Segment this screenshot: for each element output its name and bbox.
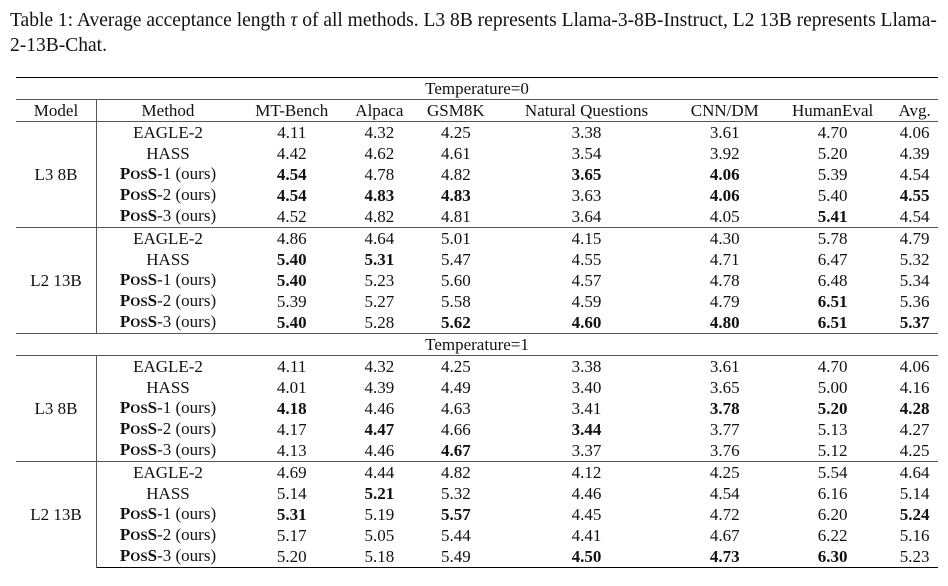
method-cell: EAGLE-2: [97, 228, 240, 250]
poss-name-initial: P: [119, 398, 131, 417]
column-header: CNN/DM: [676, 100, 774, 122]
poss-variant: -1 (ours): [157, 270, 217, 289]
value-cell: 4.11: [277, 122, 307, 142]
poss-name-initial: P: [119, 440, 131, 459]
table-row: [16, 206, 938, 228]
poss-name-smallcaps: OS: [130, 273, 148, 288]
value-cell: 4.15: [497, 228, 675, 250]
value-cell: 3.61: [709, 122, 740, 142]
method-cell: HASS: [146, 249, 190, 269]
value-cell: 4.49: [440, 377, 471, 397]
poss-variant: -2 (ours): [157, 419, 217, 438]
value-cell: 3.76: [709, 440, 740, 460]
column-header: Model: [16, 100, 97, 122]
poss-variant: -1 (ours): [157, 504, 217, 523]
value-cell: 4.86: [239, 228, 345, 250]
table-row: [16, 270, 938, 291]
value-cell: 4.27: [899, 419, 930, 439]
poss-name-initial: P: [119, 525, 131, 544]
value-cell: 4.06: [709, 164, 740, 184]
value-cell: 5.57: [440, 504, 471, 524]
column-header: Avg.: [891, 100, 938, 122]
value-cell: 4.46: [364, 440, 395, 460]
table-row: [16, 462, 938, 484]
method-cell: [97, 185, 240, 206]
table-row: [16, 440, 938, 462]
value-cell: 3.92: [709, 143, 740, 163]
value-cell: 4.79: [709, 291, 740, 311]
value-cell: 4.66: [440, 419, 471, 439]
value-cell: 4.83: [440, 185, 471, 205]
poss-name-smallcaps: OS: [130, 209, 148, 224]
value-cell: 6.22: [817, 525, 848, 545]
value-cell: 5.14: [276, 483, 307, 503]
section-header-row: [16, 334, 938, 356]
table-row: [16, 546, 938, 568]
poss-name-smallcaps: OS: [130, 443, 148, 458]
results-table: [16, 77, 938, 568]
value-cell: 4.83: [364, 185, 395, 205]
poss-name-final: S: [147, 185, 158, 204]
value-cell: 4.17: [276, 419, 307, 439]
value-cell: 4.46: [571, 483, 602, 503]
value-cell: 4.55: [899, 185, 930, 205]
value-cell: 4.28: [899, 398, 930, 418]
method-cell: [97, 525, 240, 546]
value-cell: 4.78: [709, 270, 740, 290]
poss-variant: -3 (ours): [157, 312, 217, 331]
value-cell: 5.62: [440, 312, 471, 332]
poss-name-smallcaps: OS: [130, 507, 148, 522]
method-cell: HASS: [146, 143, 190, 163]
value-cell: 4.54: [899, 164, 930, 184]
results-table-body: [16, 78, 938, 568]
value-cell: 4.55: [571, 249, 602, 269]
poss-name-smallcaps: OS: [130, 294, 148, 309]
value-cell: 4.50: [497, 546, 675, 568]
table-row: [16, 228, 938, 250]
value-cell: 3.40: [571, 377, 602, 397]
table-row: [16, 483, 938, 504]
value-cell: 4.45: [571, 504, 602, 524]
value-cell: 4.01: [276, 377, 307, 397]
value-cell: 4.25: [899, 440, 930, 460]
value-cell: 4.13: [276, 440, 307, 460]
value-cell: 4.25: [440, 122, 471, 142]
poss-name-initial: P: [119, 206, 131, 225]
poss-variant: -1 (ours): [157, 164, 217, 183]
method-cell: [97, 546, 240, 568]
value-cell: 5.31: [276, 504, 307, 524]
value-cell: 4.12: [497, 462, 675, 484]
poss-name-final: S: [147, 291, 158, 310]
value-cell: 4.62: [364, 143, 395, 163]
model-cell: L3 8B: [16, 356, 97, 462]
poss-name-final: S: [147, 419, 158, 438]
method-cell: [97, 291, 240, 312]
column-header: HumanEval: [774, 100, 891, 122]
value-cell: 4.39: [364, 377, 395, 397]
value-cell: 5.37: [899, 312, 930, 332]
value-cell: 4.60: [571, 312, 602, 332]
value-cell: 5.34: [899, 270, 930, 290]
value-cell: 4.32: [364, 122, 395, 142]
poss-name-final: S: [147, 312, 158, 331]
column-header-row: [16, 100, 938, 122]
table-caption: [10, 8, 942, 58]
value-cell: 5.36: [899, 291, 930, 311]
value-cell: 6.16: [817, 483, 848, 503]
poss-name-initial: P: [119, 164, 131, 183]
value-cell: 5.41: [817, 206, 848, 226]
poss-name-final: S: [147, 546, 158, 565]
value-cell: 4.80: [709, 312, 740, 332]
value-cell: 5.40: [817, 185, 848, 205]
value-cell: 5.31: [364, 249, 395, 269]
value-cell: 5.78: [774, 228, 891, 250]
value-cell: 4.30: [676, 228, 774, 250]
model-cell: L2 13B: [16, 228, 97, 334]
value-cell: 5.01: [414, 228, 497, 250]
value-cell: 5.40: [276, 270, 307, 290]
poss-name-initial: P: [119, 291, 131, 310]
value-cell: 5.39: [276, 291, 307, 311]
value-cell: 4.78: [364, 164, 395, 184]
value-cell: 3.65: [571, 164, 602, 184]
value-cell: 5.20: [817, 398, 848, 418]
column-header: Alpaca: [345, 100, 415, 122]
value-cell: 3.54: [571, 143, 602, 163]
model-cell: L2 13B: [16, 462, 97, 568]
value-cell: 4.70: [817, 122, 848, 142]
value-cell: 5.49: [414, 546, 497, 568]
value-cell: 5.40: [276, 312, 307, 332]
value-cell: 3.77: [709, 419, 740, 439]
value-cell: 4.81: [440, 206, 471, 226]
poss-variant: -2 (ours): [157, 525, 217, 544]
value-cell: 5.24: [899, 504, 930, 524]
method-cell: [97, 440, 240, 462]
value-cell: 5.20: [817, 143, 848, 163]
value-cell: 5.19: [364, 504, 395, 524]
value-cell: 3.65: [709, 377, 740, 397]
value-cell: 5.05: [364, 525, 395, 545]
value-cell: 5.12: [817, 440, 848, 460]
value-cell: 5.21: [364, 483, 395, 503]
poss-name-initial: P: [119, 419, 131, 438]
value-cell: 4.25: [676, 462, 774, 484]
value-cell: 4.54: [709, 483, 740, 503]
poss-variant: -3 (ours): [157, 206, 217, 225]
poss-name-final: S: [147, 525, 158, 544]
value-cell: 3.44: [571, 419, 602, 439]
value-cell: 3.64: [571, 206, 602, 226]
value-cell: 5.13: [817, 419, 848, 439]
method-cell: [97, 312, 240, 334]
value-cell: 5.39: [817, 164, 848, 184]
value-cell: 3.38: [571, 356, 602, 376]
value-cell: 4.82: [364, 206, 395, 226]
poss-variant: -2 (ours): [157, 291, 217, 310]
value-cell: 6.51: [817, 312, 848, 332]
poss-variant: -3 (ours): [157, 546, 217, 565]
table-row: [16, 377, 938, 398]
table-row: [16, 504, 938, 525]
caption-prefix: Table 1: Average acceptance length: [10, 10, 291, 31]
value-cell: 4.06: [899, 356, 930, 376]
column-header: GSM8K: [414, 100, 497, 122]
value-cell: 5.47: [440, 249, 471, 269]
value-cell: 3.63: [571, 185, 602, 205]
section-title: Temperature=1: [16, 334, 938, 356]
value-cell: 6.20: [817, 504, 848, 524]
value-cell: 6.51: [817, 291, 848, 311]
table-row: [16, 122, 938, 144]
value-cell: 4.42: [276, 143, 307, 163]
table-row: [16, 312, 938, 334]
value-cell: 5.23: [364, 270, 395, 290]
value-cell: 4.73: [676, 546, 774, 568]
value-cell: 5.17: [276, 525, 307, 545]
value-cell: 4.18: [276, 398, 307, 418]
value-cell: 6.47: [817, 249, 848, 269]
model-cell: L3 8B: [16, 122, 97, 228]
value-cell: 3.37: [571, 440, 602, 460]
caption-tau-symbol: τ: [290, 10, 298, 31]
value-cell: 5.44: [440, 525, 471, 545]
poss-name-initial: P: [119, 270, 131, 289]
value-cell: 5.32: [899, 249, 930, 269]
value-cell: 6.30: [774, 546, 891, 568]
value-cell: 4.71: [709, 249, 740, 269]
value-cell: 4.69: [239, 462, 345, 484]
poss-variant: -3 (ours): [157, 440, 217, 459]
method-cell: [97, 398, 240, 419]
value-cell: 5.54: [774, 462, 891, 484]
poss-name-final: S: [147, 164, 158, 183]
method-cell: EAGLE-2: [133, 122, 203, 142]
value-cell: 4.25: [440, 356, 471, 376]
poss-name-smallcaps: OS: [130, 422, 148, 437]
value-cell: 4.61: [440, 143, 471, 163]
method-cell: EAGLE-2: [97, 462, 240, 484]
value-cell: 5.32: [440, 483, 471, 503]
poss-name-final: S: [147, 398, 158, 417]
value-cell: 5.20: [239, 546, 345, 568]
method-cell: [97, 270, 240, 291]
value-cell: 3.61: [709, 356, 740, 376]
value-cell: 5.58: [440, 291, 471, 311]
value-cell: 3.41: [571, 398, 602, 418]
table-row: [16, 143, 938, 164]
value-cell: 5.27: [364, 291, 395, 311]
section-header-row: [16, 78, 938, 100]
value-cell: 4.82: [414, 462, 497, 484]
table-row: [16, 525, 938, 546]
poss-name-initial: P: [119, 312, 131, 331]
poss-variant: -1 (ours): [157, 398, 217, 417]
table-row: [16, 185, 938, 206]
value-cell: 5.28: [364, 312, 395, 332]
value-cell: 4.63: [440, 398, 471, 418]
method-cell: [97, 206, 240, 228]
poss-name-final: S: [147, 270, 158, 289]
section-title: Temperature=0: [16, 78, 938, 100]
method-cell: [97, 164, 240, 185]
value-cell: 4.64: [891, 462, 938, 484]
value-cell: 4.54: [276, 164, 307, 184]
value-cell: 4.79: [891, 228, 938, 250]
column-header: Method: [97, 100, 240, 122]
poss-name-smallcaps: OS: [130, 528, 148, 543]
value-cell: 4.47: [364, 419, 395, 439]
value-cell: 4.06: [709, 185, 740, 205]
method-cell: HASS: [146, 377, 190, 397]
poss-name-smallcaps: OS: [130, 549, 148, 564]
value-cell: 5.60: [440, 270, 471, 290]
value-cell: 3.78: [709, 398, 740, 418]
value-cell: 4.39: [899, 143, 930, 163]
table-row: [16, 356, 938, 378]
value-cell: 3.38: [571, 122, 602, 142]
poss-variant: -2 (ours): [157, 185, 217, 204]
poss-name-smallcaps: OS: [130, 401, 148, 416]
poss-name-initial: P: [119, 185, 131, 204]
poss-name-smallcaps: OS: [130, 167, 148, 182]
value-cell: 4.05: [709, 206, 740, 226]
poss-name-final: S: [147, 440, 158, 459]
value-cell: 4.59: [571, 291, 602, 311]
value-cell: 4.44: [345, 462, 415, 484]
table-row: [16, 419, 938, 440]
value-cell: 5.16: [899, 525, 930, 545]
value-cell: 4.70: [817, 356, 848, 376]
value-cell: 4.72: [709, 504, 740, 524]
value-cell: 6.48: [817, 270, 848, 290]
value-cell: 4.52: [276, 206, 307, 226]
poss-name-final: S: [147, 504, 158, 523]
caption-suffix: of all methods. L3 8B represents Llama-3-8B-Instruct, L2 13B represents Llama-2-13B-Chat.: [10, 10, 937, 56]
method-cell: EAGLE-2: [133, 356, 203, 376]
table-row: [16, 291, 938, 312]
value-cell: 5.23: [891, 546, 938, 568]
poss-name-initial: P: [119, 546, 131, 565]
value-cell: 5.00: [817, 377, 848, 397]
poss-name-smallcaps: OS: [130, 315, 148, 330]
value-cell: 4.64: [345, 228, 415, 250]
value-cell: 4.54: [276, 185, 307, 205]
value-cell: 4.46: [364, 398, 395, 418]
value-cell: 4.41: [571, 525, 602, 545]
value-cell: 4.54: [899, 206, 930, 226]
value-cell: 4.67: [440, 440, 471, 460]
value-cell: 4.06: [899, 122, 930, 142]
value-cell: 4.11: [277, 356, 307, 376]
value-cell: 4.57: [571, 270, 602, 290]
value-cell: 5.18: [345, 546, 415, 568]
table-row: [16, 164, 938, 185]
table-row: [16, 249, 938, 270]
value-cell: 4.16: [899, 377, 930, 397]
method-cell: [97, 419, 240, 440]
value-cell: 4.82: [440, 164, 471, 184]
poss-name-initial: P: [119, 504, 131, 523]
table-row: [16, 398, 938, 419]
poss-name-smallcaps: OS: [130, 188, 148, 203]
column-header: Natural Questions: [497, 100, 675, 122]
method-cell: HASS: [146, 483, 190, 503]
method-cell: [97, 504, 240, 525]
value-cell: 5.40: [276, 249, 307, 269]
value-cell: 4.67: [709, 525, 740, 545]
value-cell: 5.14: [899, 483, 930, 503]
column-header: MT-Bench: [239, 100, 345, 122]
value-cell: 4.32: [364, 356, 395, 376]
poss-name-final: S: [147, 206, 158, 225]
